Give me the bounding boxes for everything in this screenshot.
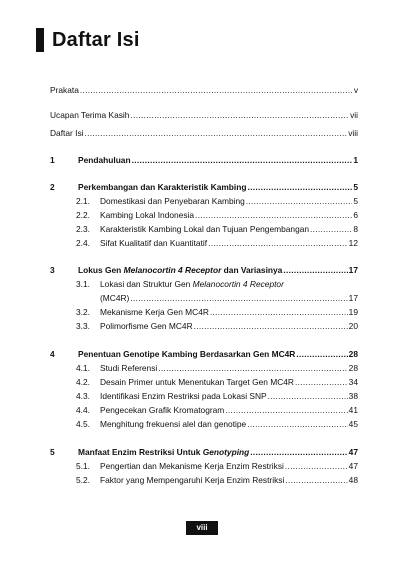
chapter-page: 28 xyxy=(348,349,358,359)
section-title: Kambing Lokal Indonesia xyxy=(100,210,195,220)
section-page: 8 xyxy=(353,224,358,234)
section-title-continued: (MC4R) xyxy=(100,293,130,303)
chapter-number: 4 xyxy=(50,349,55,359)
toc-section-4-5[interactable] xyxy=(76,418,358,430)
section-title: Pengertian dan Mekanisme Kerja Enzim Restriksi xyxy=(100,461,284,471)
section-number: 4.5. xyxy=(76,419,90,429)
toc-chapter-5[interactable] xyxy=(50,446,358,458)
section-title: Desain Primer untuk Menentukan Target Gen MC4R xyxy=(100,377,294,387)
section-title: Studi Referensi xyxy=(100,363,158,373)
toc-chapter-3[interactable] xyxy=(50,264,358,276)
section-title: Faktor yang Mempengaruhi Kerja Enzim Restriksi xyxy=(100,475,285,485)
section-page: 28 xyxy=(348,363,358,373)
leader-dots xyxy=(85,127,348,139)
leader-dots xyxy=(285,460,348,472)
toc-section-2-1[interactable] xyxy=(76,195,358,207)
section-title: Menghitung frekuensi alel dan genotipe xyxy=(100,419,247,429)
chapter-number: 5 xyxy=(50,447,55,457)
section-title: Pengecekan Grafik Kromatogram xyxy=(100,405,225,415)
toc-entry-page: viii xyxy=(348,128,358,138)
section-number: 2.2. xyxy=(76,210,90,220)
section-page: 41 xyxy=(348,405,358,415)
leader-dots xyxy=(248,181,353,193)
section-number: 3.3. xyxy=(76,321,90,331)
section-number: 3.1. xyxy=(76,279,90,289)
section-title: Karakteristik Kambing Lokal dan Tujuan Pengembangan xyxy=(100,224,310,234)
chapter-page: 47 xyxy=(348,447,358,457)
leader-dots xyxy=(283,264,347,276)
toc-entry-label: Prakata xyxy=(50,85,79,95)
section-page: 19 xyxy=(348,307,358,317)
leader-dots xyxy=(194,320,348,332)
leader-dots xyxy=(310,223,352,235)
toc-entry-daftar-isi[interactable] xyxy=(50,127,358,139)
page-number-badge: viii xyxy=(186,521,218,535)
chapter-page: 17 xyxy=(348,265,358,275)
chapter-number: 1 xyxy=(50,155,55,165)
leader-dots xyxy=(130,292,347,304)
chapter-title: Pendahuluan xyxy=(78,155,131,165)
chapter-title: Penentuan Genotipe Kambing Berdasarkan Gen MC4R xyxy=(78,349,296,359)
toc-chapter-4[interactable] xyxy=(50,348,358,360)
toc-section-2-3[interactable] xyxy=(76,223,358,235)
section-page: 48 xyxy=(348,475,358,485)
section-page: 38 xyxy=(348,391,358,401)
toc-section-3-1-continued[interactable] xyxy=(100,292,358,304)
section-page: 12 xyxy=(348,238,358,248)
leader-dots xyxy=(208,237,348,249)
toc-entry-ucapan[interactable] xyxy=(50,109,358,121)
section-number: 5.1. xyxy=(76,461,90,471)
section-title: Sifat Kualitatif dan Kuantitatif xyxy=(100,238,208,248)
leader-dots xyxy=(225,404,347,416)
chapter-number: 2 xyxy=(50,182,55,192)
toc-section-4-1[interactable] xyxy=(76,362,358,374)
chapter-title: Perkembangan dan Karakteristik Kambing xyxy=(78,182,247,192)
toc-section-4-2[interactable] xyxy=(76,376,358,388)
leader-dots xyxy=(80,84,353,96)
toc-entry-label: Ucapan Terima Kasih xyxy=(50,110,130,120)
section-page: 17 xyxy=(348,293,358,303)
toc-chapter-2[interactable] xyxy=(50,181,358,193)
section-page: 34 xyxy=(348,377,358,387)
section-number: 4.1. xyxy=(76,363,90,373)
leader-dots xyxy=(158,362,347,374)
toc-section-2-2[interactable] xyxy=(76,209,358,221)
leader-dots xyxy=(250,446,347,458)
toc-section-4-3[interactable] xyxy=(76,390,358,402)
chapter-title: Lokus Gen Melanocortin 4 Receptor dan Variasinya xyxy=(78,265,283,275)
leader-dots xyxy=(210,306,348,318)
leader-dots xyxy=(296,348,347,360)
toc-section-5-2[interactable] xyxy=(76,474,358,486)
chapter-page: 1 xyxy=(353,155,358,165)
section-title: Lokasi dan Struktur Gen Melanocortin 4 Receptor xyxy=(100,279,284,289)
toc-entry-page: v xyxy=(353,85,358,95)
section-number: 3.2. xyxy=(76,307,90,317)
section-page: 5 xyxy=(353,196,358,206)
section-page: 6 xyxy=(353,210,358,220)
heading-marker xyxy=(36,28,44,52)
toc-entry-page: vii xyxy=(350,110,358,120)
toc-section-3-1[interactable] xyxy=(76,278,358,290)
leader-dots xyxy=(285,474,347,486)
toc-section-3-2[interactable] xyxy=(76,306,358,318)
toc-section-3-3[interactable] xyxy=(76,320,358,332)
chapter-title: Manfaat Enzim Restriksi Untuk Genotyping xyxy=(78,447,250,457)
leader-dots xyxy=(247,418,347,430)
section-number: 2.3. xyxy=(76,224,90,234)
leader-dots xyxy=(295,376,348,388)
leader-dots xyxy=(268,390,348,402)
section-title: Identifikasi Enzim Restriksi pada Lokasi SNP xyxy=(100,391,267,401)
toc-entry-prakata[interactable] xyxy=(50,84,358,96)
toc-section-2-4[interactable] xyxy=(76,237,358,249)
section-number: 4.4. xyxy=(76,405,90,415)
leader-dots xyxy=(130,109,349,121)
toc-entry-label: Daftar Isi xyxy=(50,128,84,138)
section-page: 45 xyxy=(348,419,358,429)
section-page: 20 xyxy=(348,321,358,331)
leader-dots xyxy=(195,209,352,221)
section-number: 2.4. xyxy=(76,238,90,248)
section-number: 2.1. xyxy=(76,196,90,206)
leader-dots xyxy=(132,154,353,166)
section-title: Domestikasi dan Penyebaran Kambing xyxy=(100,196,245,206)
section-number: 4.2. xyxy=(76,377,90,387)
toc-section-5-1[interactable] xyxy=(76,460,358,472)
section-number: 4.3. xyxy=(76,391,90,401)
section-title: Polimorfisme Gen MC4R xyxy=(100,321,193,331)
section-title: Mekanisme Kerja Gen MC4R xyxy=(100,307,209,317)
leader-dots xyxy=(246,195,353,207)
section-number: 5.2. xyxy=(76,475,90,485)
page-title: Daftar Isi xyxy=(52,29,140,51)
section-page: 47 xyxy=(348,461,358,471)
toc-section-4-4[interactable] xyxy=(76,404,358,416)
chapter-number: 3 xyxy=(50,265,55,275)
toc-chapter-1[interactable] xyxy=(50,154,358,166)
chapter-page: 5 xyxy=(353,182,358,192)
